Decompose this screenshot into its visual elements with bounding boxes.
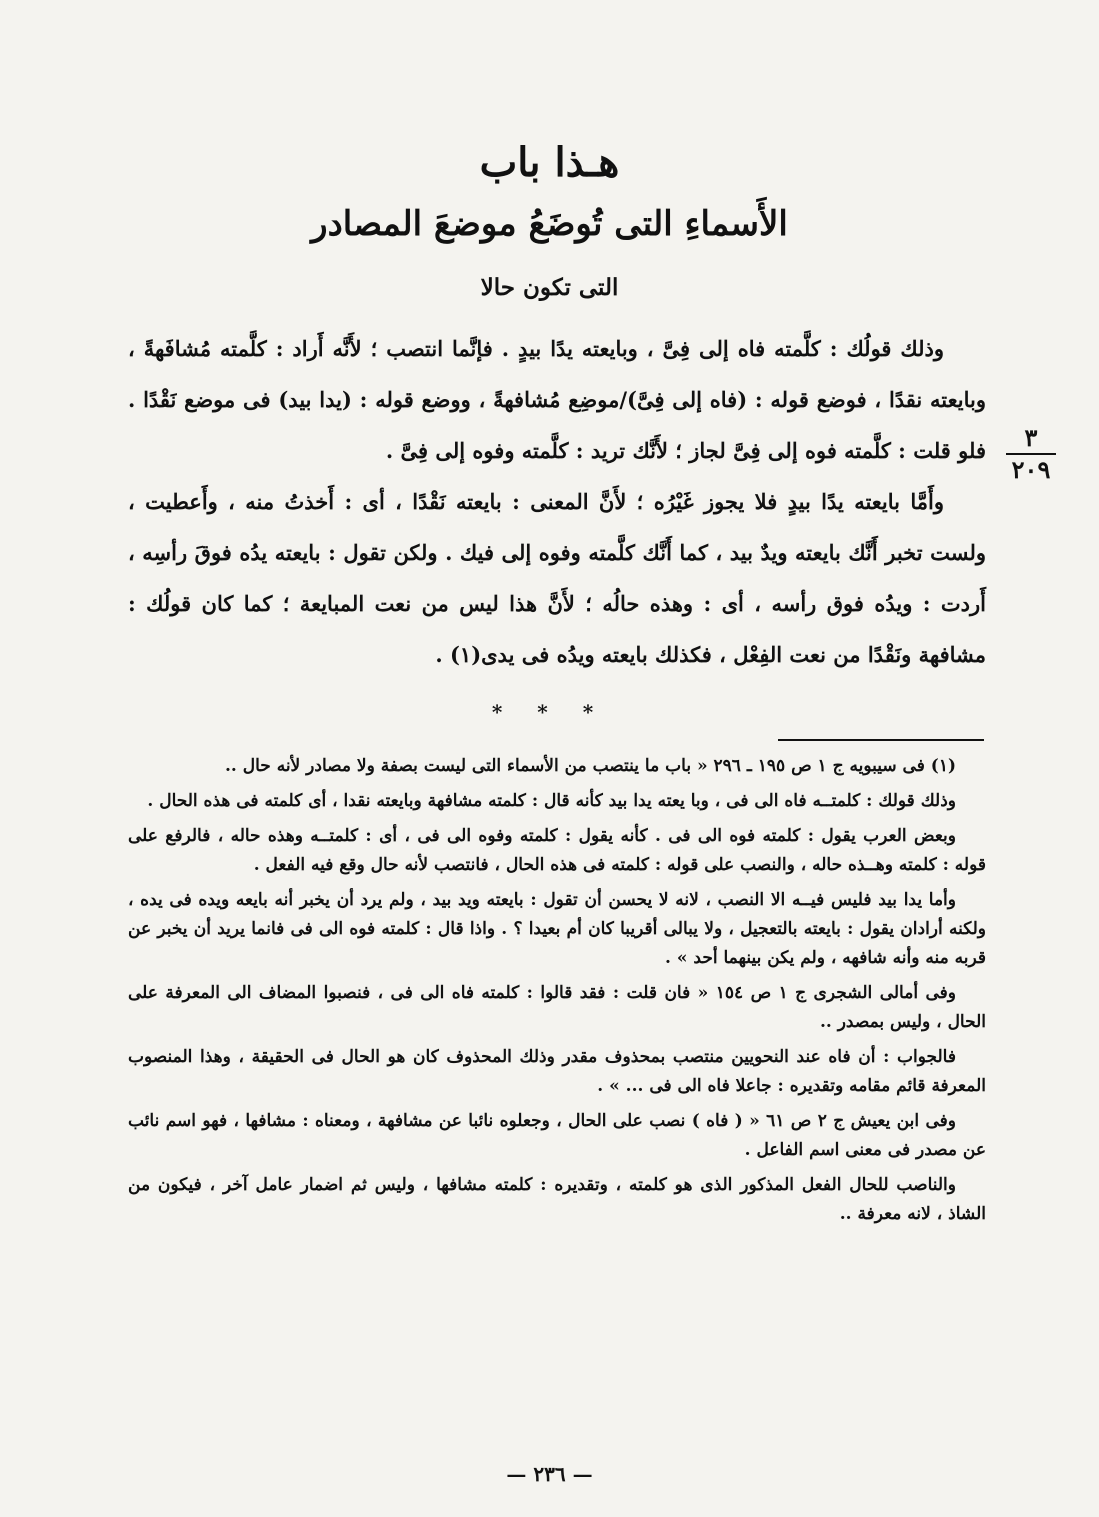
chapter-subtitle: الأَسماءِ التى تُوضَعُ موضعَ المصادر — [311, 204, 788, 244]
footnote-paragraph: وفى ابن يعيش ج ٢ ص ٦١ « ( فاه ) نصب على الحال ، وجعلوه نائبا عن مشافهة ، ومعناه : مشافها ، فهو اسم نائب عن مصدر فى معنى اسم الفاعل . — [128, 1111, 986, 1160]
page-number: — ٢٣٦ — — [506, 1462, 593, 1486]
margin-ref-top: ٣ — [1024, 423, 1038, 452]
main-paragraph: وذلك قولُك : كلَّمته فاه إلى فِىَّ ، وبايعته يدًا بيدٍ . فإنَّما انتصب ؛ لأَنَّه أَراد : كلَّمته مُشافَهةً ، وبايعته نقدًا ، فوضع قوله : (فاه إلى فِىَّ)/موضِع مُشافهةً ، ووضع قوله : (يدا بيد) فى موضع نَقْدًا . فلو قلت : كلَّمته فوه إلى فِىَّ لجاز ؛ لأَنَّك تريد : كلَّمته وفوه إلى فِىَّ . — [128, 336, 986, 463]
footnote-paragraph: فالجواب : أن فاه عند النحويين منتصب بمحذوف مقدر وذلك المحذوف كان هو الحال فى الحقيقة ، وهذا المنصوب المعرفة قائم مقامه وتقديره : جاعلا فاه الى فى ... » . — [128, 1047, 986, 1096]
footnote-paragraph: وفى أمالى الشجرى ج ١ ص ١٥٤ « فان قلت : فقد قالوا : كلمته فاه الى فى ، فنصبوا المضاف الى المعرفة على الحال ، وليس بمصدر .. — [128, 983, 986, 1032]
footnotes — [128, 752, 986, 1235]
chapter-subheading: التى تكون حالا — [480, 274, 619, 301]
footnote-rule — [778, 739, 984, 741]
footnote-paragraph: وبعض العرب يقول : كلمته فوه الى فى . كأنه يقول : كلمته وفوه الى فى ، أى : كلمتــه وهذه حاله ، فالرفع على قوله : كلمته وهــذه حاله ، والنصب على قوله : كلمته فى هذه الحال ، فانتصب لأنه حال وقع فيه الفعل . — [128, 826, 986, 875]
main-paragraph: وأَمَّا بايعته يدًا بيدٍ فلا يجوز غَيْرُه ؛ لأَنَّ المعنى : بايعته نَقْدًا ، أى : أَخذتُ منه ، وأَعطيت ، ولست تخبر أَنَّك بايعته ويدٌ بيد ، كما أَنَّك كلَّمته وفوه إلى فيك . ولكن تقول : بايعته يدُه فوقَ رأسِه ، أَردت : ويدُه فوق رأسه ، أى : وهذه حالُه ؛ لأَنَّ هذا ليس من نعت المبايعة ؛ كما كان قولُك : مشافهة ونَقْدًا من نعت الفِعْل ، فكذلك بايعته ويدُه فى يدى(١) . — [128, 489, 986, 667]
margin-page-reference — [1002, 425, 1060, 483]
margin-ref-bottom: ٢٠٩ — [1011, 455, 1051, 484]
chapter-title: هـذا باب — [479, 139, 620, 186]
footnote-paragraph: والناصب للحال الفعل المذكور الذى هو كلمته ، وتقديره : كلمته مشافها ، وليس ثم اضمار عامل آخر ، فيكون من الشاذ ، لانه معرفة .. — [128, 1175, 986, 1224]
main-text — [128, 323, 986, 680]
footnote-paragraph: وأما يدا بيد فليس فيــه الا النصب ، لانه لا يحسن أن تقول : بايعته ويد بيد ، ولم يرد أن يخبر أنه بايعه ويده فى يده ، ولكنه أرادان يقول : بايعته بالتعجيل ، ولا يبالى أقريبا كان أم بعيدا ؟ . واذا قال : كلمته فوه الى فى فانما يريد أن يخبر عن قربه منه وأنه شافهه ، ولم يكن بينهما أحد » . — [128, 890, 986, 968]
footnote-paragraph: وذلك قولك : كلمتــه فاه الى فى ، وبا يعته يدا بيد كأنه قال : كلمته مشافهة وبايعته نقدا ، أى كلمته فى هذه الحال . — [147, 791, 956, 811]
section-separator: * * * — [491, 700, 608, 724]
footnote-paragraph: (١) فى سيبويه ج ١ ص ١٩٥ ـ ٢٩٦ « باب ما ينتصب من الأسماء التى ليست بصفة ولا مصادر لأنه حال .. — [225, 756, 956, 776]
